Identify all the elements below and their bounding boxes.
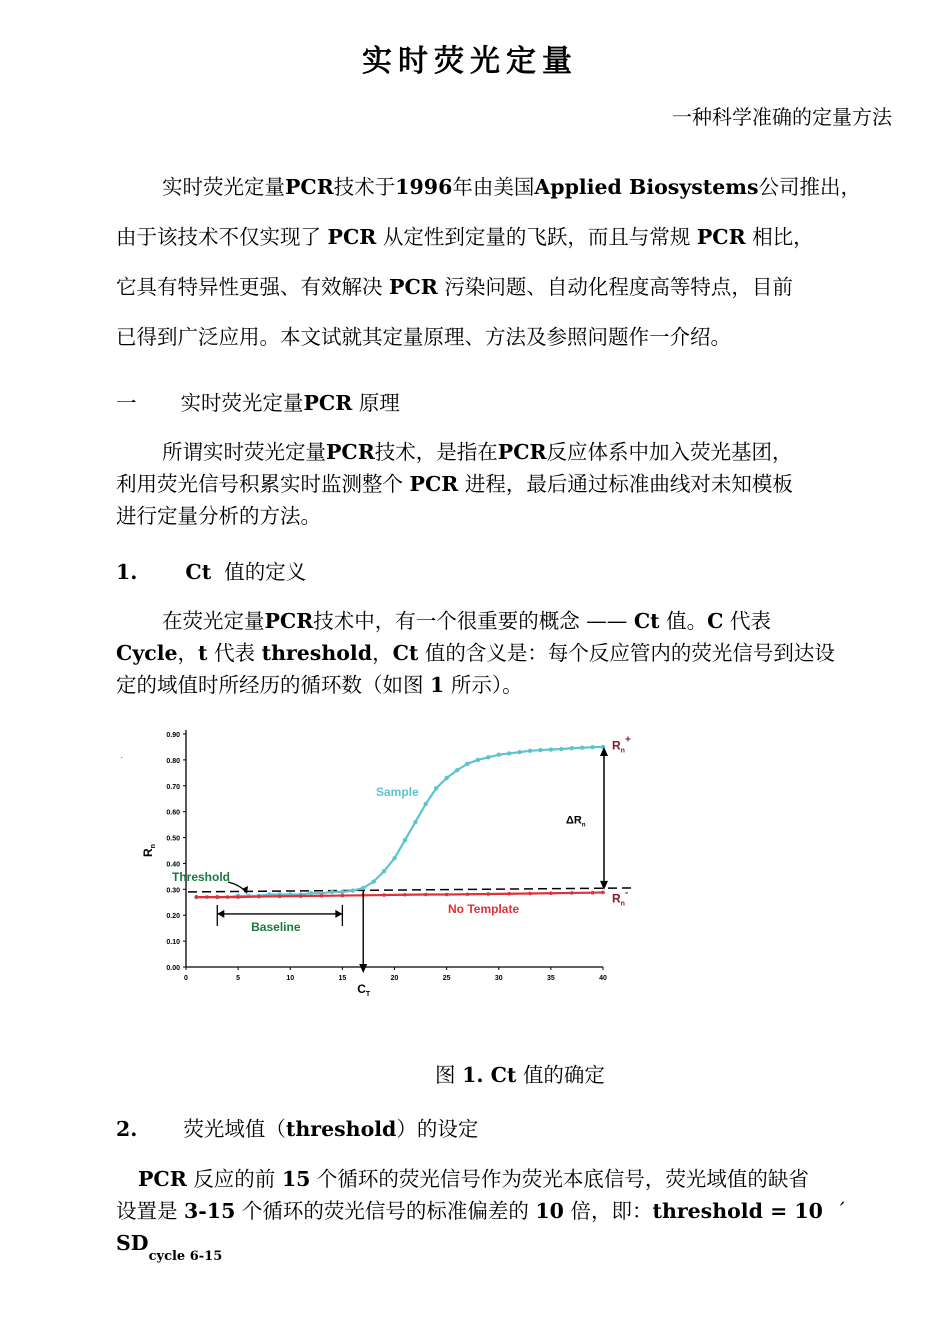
sample-point <box>538 748 542 752</box>
no-template-point <box>528 892 532 896</box>
threshold-pointer-head <box>242 886 248 894</box>
caption-post: 值的确定 <box>522 1063 605 1087</box>
caption-pre: 图 <box>435 1063 456 1087</box>
y-tick-label: 0.90 <box>166 732 180 739</box>
x-tick-label: 10 <box>286 975 295 982</box>
sample-curve <box>196 747 603 897</box>
x-tick-label: 25 <box>442 975 451 982</box>
no-template-point <box>445 893 449 897</box>
no-template-point <box>320 894 324 898</box>
x-tick-label: 20 <box>390 975 399 982</box>
y-tick-label: 0.80 <box>166 757 180 765</box>
subsection-1-heading <box>116 555 306 585</box>
section-1-number: 一 <box>116 391 137 415</box>
sample-point <box>507 751 511 755</box>
ct-line-1: 在荧光定量PCR技术中，有一个很重要的概念 —— Ct 值。C 代表 <box>162 609 772 633</box>
sample-point <box>340 890 344 894</box>
rn-plus-label-sup: + <box>624 734 631 746</box>
sample-point <box>361 886 365 890</box>
no-template-point <box>195 895 199 899</box>
no-template-point <box>341 894 345 898</box>
y-tick-label: 0.50 <box>166 835 180 843</box>
y-tick-label: 0.40 <box>166 861 180 869</box>
sample-point <box>570 746 574 750</box>
rn-plus-label-sub: n <box>620 747 625 755</box>
delta-rn-head-top <box>600 747 608 756</box>
sample-point <box>497 753 501 757</box>
threshold-pointer <box>228 882 246 892</box>
sample-point <box>392 856 396 860</box>
y-axis-label-sub: n <box>150 844 157 849</box>
no-template-point <box>591 891 595 895</box>
side-mark: · <box>120 752 124 763</box>
ct-line-3: 定的域值时所经历的循环数（如图 1 所示）。 <box>116 673 523 697</box>
caption-bold: 1. Ct <box>462 1063 517 1087</box>
threshold-line-1: PCR 反应的前 15 个循环的荧光信号作为荧光本底信号，荧光域值的缺省 <box>138 1167 809 1191</box>
no-template-point <box>507 892 511 896</box>
x-tick-label: 5 <box>236 975 241 982</box>
sample-point <box>517 750 521 754</box>
intro-line-3: 它具有特异性更强、有效解决 PCR 污染问题、自动化程度高等特点，目前 <box>116 275 793 299</box>
baseline-arrow-left <box>217 910 224 918</box>
x-tick-label: 30 <box>494 975 503 982</box>
y-axis-label <box>141 844 157 857</box>
no-template-point <box>466 892 470 896</box>
no-template-label: No Template <box>448 902 520 916</box>
principle-line-3: 进行定量分析的方法。 <box>116 504 321 528</box>
no-template-point <box>487 892 491 896</box>
rn-minus-label-sup: - <box>624 887 629 899</box>
y-tick-label: 0.60 <box>166 809 180 817</box>
sample-point <box>371 879 375 883</box>
delta-rn-main: ΔR <box>566 814 582 827</box>
sample-label: Sample <box>376 785 419 799</box>
ct-label <box>357 982 371 998</box>
subsection-2-number: 2. <box>116 1117 138 1141</box>
delta-rn-sub: n <box>581 822 586 829</box>
no-template-point <box>215 895 219 899</box>
no-template-point <box>236 895 240 899</box>
sample-point <box>528 749 532 753</box>
subsection-2-pre: 荧光域值（ <box>183 1117 286 1141</box>
rn-minus-label-sub: n <box>620 900 625 908</box>
ct-arrow-head <box>359 964 367 973</box>
subsection-1-title: 值的定义 <box>224 560 307 584</box>
ct-label-sub: T <box>365 991 371 998</box>
y-axis-label-main: R <box>141 848 155 857</box>
subsection-2-heading <box>116 1112 478 1142</box>
ct-line-2: Cycle，t 代表 threshold，Ct 值的含义是：每个反应管内的荧光信号到达设 <box>116 641 835 665</box>
y-tick-label: 0.30 <box>166 887 180 895</box>
subsection-1-bold: Ct <box>185 560 212 584</box>
sample-point <box>444 776 448 780</box>
subsection-2-post: ）的设定 <box>396 1117 479 1141</box>
sample-point <box>434 786 438 790</box>
sample-point <box>580 746 584 750</box>
sample-point <box>309 891 313 895</box>
sample-point <box>351 888 355 892</box>
sample-point <box>455 768 459 772</box>
sample-point <box>465 762 469 766</box>
x-tick-label: 35 <box>546 975 555 982</box>
section-1-title-post: 原理 <box>358 391 400 415</box>
sample-point <box>476 758 480 762</box>
x-tick-label: 15 <box>338 975 347 982</box>
rn-plus-label-main: R <box>612 738 621 753</box>
sample-point <box>559 747 563 751</box>
threshold-line-2: 设置是 3-15 个循环的荧光信号的标准偏差的 10 倍，即：threshold = 10 ´ <box>116 1199 847 1223</box>
no-template-point <box>382 893 386 897</box>
ct-label-main: C <box>357 982 366 996</box>
no-template-point <box>278 895 282 899</box>
x-tick-label: 40 <box>599 975 607 982</box>
subsection-1-number: 1. <box>116 560 138 584</box>
intro-line-1: 实时荧光定量PCR技术于1996年由美国Applied Biosystems公司推出， <box>162 175 862 199</box>
sample-point <box>382 869 386 873</box>
principle-line-1: 所谓实时荧光定量PCR技术，是指在PCR反应体系中加入荧光基团， <box>162 440 793 464</box>
intro-line-2: 由于该技术不仅实现了 PCR 从定性到定量的飞跃，而且与常规 PCR 相比， <box>116 225 814 249</box>
no-template-point <box>299 894 303 898</box>
section-1-title-bold: PCR <box>303 391 353 415</box>
sample-point <box>549 747 553 751</box>
baseline-label: Baseline <box>251 919 301 934</box>
threshold-label: Threshold <box>172 870 231 884</box>
delta-rn-label <box>566 814 586 828</box>
threshold-paragraph <box>116 1163 906 1264</box>
intro-line-4: 已得到广泛应用。本文试就其定量原理、方法及参照问题作一介绍。 <box>116 325 731 349</box>
baseline-arrow-right <box>335 910 342 918</box>
principle-line-2: 利用荧光信号积累实时监测整个 PCR 进程，最后通过标准曲线对未知模板 <box>116 472 793 496</box>
y-tick-label: 0.20 <box>166 913 180 921</box>
sample-point <box>403 838 407 842</box>
page-title: 实时荧光定量 <box>362 44 578 79</box>
no-template-point <box>403 893 407 897</box>
no-template-point <box>570 891 574 895</box>
section-1-heading <box>116 386 400 416</box>
y-tick-label: 0.70 <box>166 783 180 791</box>
sample-point <box>486 755 490 759</box>
page-subtitle: 一种科学准确的定量方法 <box>672 105 892 129</box>
sample-point <box>590 745 594 749</box>
intro-paragraph <box>116 162 906 362</box>
sample-point <box>330 890 334 894</box>
sample-point <box>413 820 417 824</box>
principle-paragraph <box>116 436 906 532</box>
rn-minus-label-main: R <box>612 891 621 906</box>
no-template-point <box>601 891 605 895</box>
section-1-title-pre: 实时荧光定量 <box>180 391 304 415</box>
no-template-point <box>549 891 553 895</box>
rn-plus-label <box>612 735 631 755</box>
no-template-point <box>424 893 428 897</box>
figure-caption <box>0 1058 950 1088</box>
y-tick-label: 0.10 <box>166 939 180 947</box>
no-template-point <box>257 895 261 899</box>
rn-minus-label <box>612 887 628 907</box>
ct-chart <box>116 718 656 1018</box>
y-tick-label: 0.00 <box>166 965 180 972</box>
threshold-line <box>188 888 635 892</box>
subsection-2-bold: threshold <box>285 1117 397 1141</box>
sample-point <box>424 802 428 806</box>
x-tick-label: 0 <box>184 975 188 982</box>
threshold-line-3: $SD_{cycle 6-15}$ <box>116 1231 223 1264</box>
ct-definition-paragraph <box>116 605 906 701</box>
